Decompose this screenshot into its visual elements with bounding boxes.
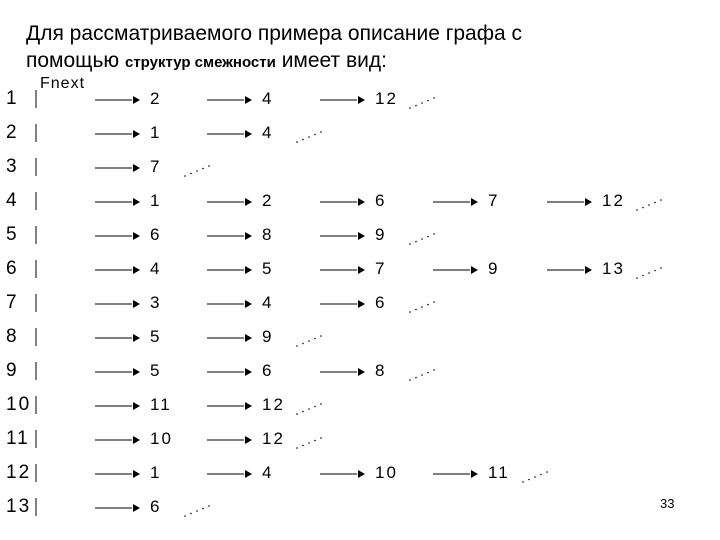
neighbor-value: 11 xyxy=(150,395,172,414)
vertex-label: 5 xyxy=(6,224,19,245)
null-pointer-dots xyxy=(636,267,662,279)
title-line-1: Для рассматриваемого примера описание графа с xyxy=(26,22,523,45)
next-arrow xyxy=(585,198,592,206)
next-arrow xyxy=(358,368,365,376)
neighbor-value: 2 xyxy=(262,191,274,210)
neighbor-value: 12 xyxy=(262,395,285,414)
neighbor-value: 10 xyxy=(375,463,398,482)
neighbor-value: 8 xyxy=(262,225,274,244)
title-line-2-end: имеет вид: xyxy=(281,49,387,72)
vertex-label: 9 xyxy=(6,360,19,381)
neighbor-value: 3 xyxy=(150,293,162,312)
neighbor-value: 4 xyxy=(262,89,274,108)
next-arrow xyxy=(358,266,365,274)
neighbor-value: 9 xyxy=(262,327,274,346)
null-pointer-dots xyxy=(296,437,322,449)
neighbor-value: 6 xyxy=(375,293,387,312)
next-arrow xyxy=(133,504,140,512)
neighbor-value: 1 xyxy=(150,123,162,142)
next-arrow xyxy=(245,368,252,376)
null-pointer-dots xyxy=(409,301,435,313)
neighbor-value: 12 xyxy=(602,191,625,210)
next-arrow xyxy=(245,96,252,104)
next-arrow xyxy=(245,130,252,138)
neighbor-value: 6 xyxy=(262,361,274,380)
null-pointer-dots xyxy=(636,199,662,211)
neighbor-value: 10 xyxy=(150,429,173,448)
neighbor-value: 4 xyxy=(262,123,274,142)
vertex-label: 1 xyxy=(6,88,19,109)
null-pointer-dots xyxy=(409,97,435,109)
neighbor-value: 6 xyxy=(150,497,162,516)
vertex-label: 8 xyxy=(6,326,19,347)
next-arrow xyxy=(133,368,140,376)
neighbor-value: 4 xyxy=(262,463,274,482)
neighbor-value: 11 xyxy=(488,463,510,482)
vertex-label: 10 xyxy=(6,394,32,415)
neighbor-value: 5 xyxy=(150,361,162,380)
neighbor-value: 9 xyxy=(375,225,387,244)
next-arrow xyxy=(245,402,252,410)
neighbor-value: 6 xyxy=(150,225,162,244)
title-line-2-small: структур смежности xyxy=(124,54,276,71)
vertex-label: 11 xyxy=(6,428,30,449)
next-arrow xyxy=(133,266,140,274)
null-pointer-dots xyxy=(184,165,210,177)
next-arrow xyxy=(245,266,252,274)
next-arrow xyxy=(471,198,478,206)
neighbor-value: 5 xyxy=(150,327,162,346)
vertex-label: 2 xyxy=(6,122,19,143)
null-pointer-dots xyxy=(409,369,435,381)
null-pointer-dots xyxy=(522,471,548,483)
neighbor-value: 7 xyxy=(150,157,162,176)
neighbor-value: 6 xyxy=(375,191,387,210)
next-arrow xyxy=(245,198,252,206)
vertex-label: 6 xyxy=(6,258,19,279)
neighbor-value: 7 xyxy=(488,191,500,210)
next-arrow xyxy=(133,436,140,444)
neighbor-value: 5 xyxy=(262,259,274,278)
neighbor-value: 4 xyxy=(262,293,274,312)
next-arrow xyxy=(133,164,140,172)
next-arrow xyxy=(133,232,140,240)
next-arrow xyxy=(471,470,478,478)
neighbor-value: 12 xyxy=(262,429,285,448)
next-arrow xyxy=(133,334,140,342)
neighbor-value: 2 xyxy=(150,89,162,108)
null-pointer-dots xyxy=(296,403,322,415)
neighbor-value: 12 xyxy=(375,89,398,108)
neighbor-value: 7 xyxy=(375,259,387,278)
vertex-label: 3 xyxy=(6,156,19,177)
neighbor-value: 8 xyxy=(375,361,387,380)
next-arrow xyxy=(245,334,252,342)
neighbor-value: 1 xyxy=(150,463,162,482)
next-arrow xyxy=(358,96,365,104)
next-arrow xyxy=(358,470,365,478)
next-arrow xyxy=(133,130,140,138)
next-arrow xyxy=(245,470,252,478)
vertex-label: 13 xyxy=(6,496,32,517)
vertex-label: 4 xyxy=(6,190,19,211)
null-pointer-dots xyxy=(409,233,435,245)
next-arrow xyxy=(358,300,365,308)
neighbor-value: 1 xyxy=(150,191,162,210)
vertex-label: 7 xyxy=(6,292,19,313)
next-arrow xyxy=(471,266,478,274)
neighbor-value: 13 xyxy=(602,259,625,278)
next-arrow xyxy=(133,470,140,478)
null-pointer-dots xyxy=(296,131,322,143)
next-arrow xyxy=(358,232,365,240)
null-pointer-dots xyxy=(184,505,210,517)
page-number: 33 xyxy=(660,496,675,511)
next-arrow xyxy=(245,436,252,444)
null-pointer-dots xyxy=(296,335,322,347)
neighbor-value: 9 xyxy=(488,259,500,278)
next-arrow xyxy=(245,232,252,240)
next-arrow xyxy=(133,198,140,206)
vertex-label: 12 xyxy=(6,462,32,483)
next-arrow xyxy=(133,96,140,104)
next-arrow xyxy=(133,300,140,308)
neighbor-value: 4 xyxy=(150,259,162,278)
next-arrow xyxy=(245,300,252,308)
next-arrow xyxy=(585,266,592,274)
title-line-2-start: помощью xyxy=(26,49,120,72)
next-arrow xyxy=(133,402,140,410)
next-arrow xyxy=(358,198,365,206)
fnext-label: Fnext xyxy=(40,75,86,92)
